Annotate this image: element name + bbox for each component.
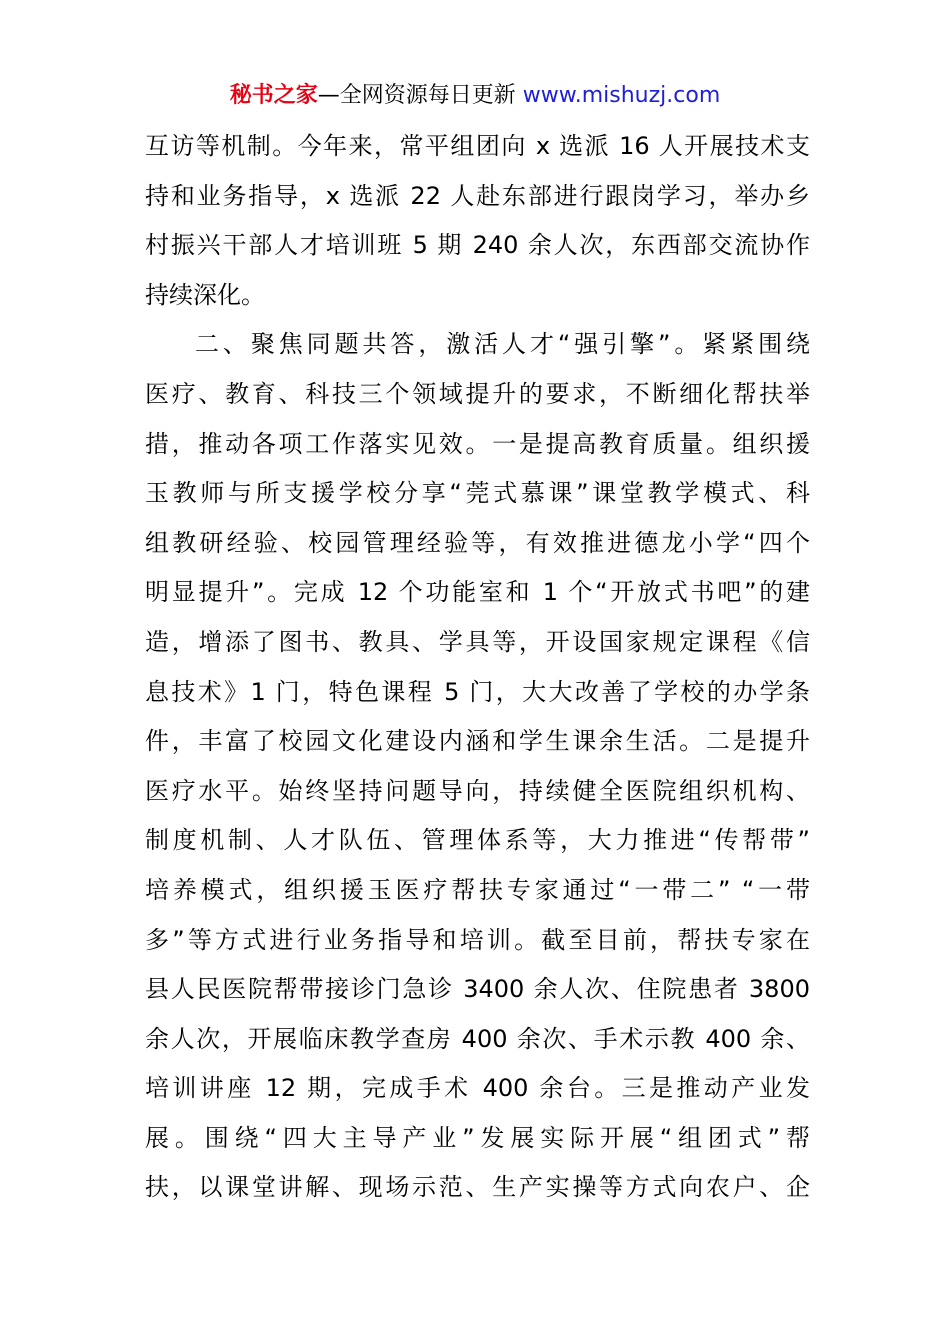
text-line: 息技术》1 门，特色课程 5 门，大大改善了学校的办学条 xyxy=(145,677,810,706)
text-line: 造，增添了图书、教具、学具等，开设国家规定课程《信 xyxy=(145,627,810,656)
text-line: 培训讲座 12 期，完成手术 400 余台。三是推动产业发 xyxy=(145,1074,810,1103)
page-header xyxy=(0,80,950,112)
text-line: 件，丰富了校园文化建设内涵和学生课余生活。二是提升 xyxy=(145,727,810,756)
text-line: 村振兴干部人才培训班 5 期 240 余人次，东西部交流协作 xyxy=(145,231,810,260)
text-line: 组教研经验、校园管理经验等，有效推进德龙小学“四个 xyxy=(145,528,810,557)
text-line: 持续深化。 xyxy=(145,280,265,309)
text-line: 明显提升”。完成 12 个功能室和 1 个“开放式书吧”的建 xyxy=(145,578,810,607)
header-url-link[interactable]: www.mishuzj.com xyxy=(522,83,721,108)
header-brand: 秘书之家 xyxy=(229,83,318,108)
text-line: 余人次，开展临床教学查房 400 余次、手术示教 400 余、 xyxy=(145,1024,810,1053)
text-line: 医疗水平。始终坚持问题导向，持续健全医院组织机构、 xyxy=(145,776,810,805)
text-line: 制度机制、人才队伍、管理体系等，大力推进“传帮带” xyxy=(145,826,810,855)
text-line: 展。围绕“四大主导产业”发展实际开展“组团式”帮 xyxy=(145,1123,810,1152)
text-line: 县人民医院帮带接诊门急诊 3400 余人次、住院患者 3800 xyxy=(145,975,810,1004)
text-line: 多”等方式进行业务指导和培训。截至目前，帮扶专家在 xyxy=(145,925,810,954)
text-line: 扶，以课堂讲解、现场示范、生产实操等方式向农户、企 xyxy=(145,1173,810,1202)
text-line: 持和业务指导，x 选派 22 人赴东部进行跟岗学习，举办乡 xyxy=(145,181,810,210)
paragraph-start-line: 二、聚焦同题共答，激活人才“强引擎”。紧紧围绕 xyxy=(195,330,810,359)
text-line: 医疗、教育、科技三个领域提升的要求，不断细化帮扶举 xyxy=(145,379,810,408)
text-line: 互访等机制。今年来，常平组团向 x 选派 16 人开展技术支 xyxy=(145,132,810,160)
text-line: 玉教师与所支援学校分享“莞式慕课”课堂教学模式、科 xyxy=(145,479,810,508)
document-body xyxy=(145,122,810,1213)
text-line: 措，推动各项工作落实见效。一是提高教育质量。组织援 xyxy=(145,429,810,458)
text-line: 培养模式，组织援玉医疗帮扶专家通过“一带二” “一带 xyxy=(145,875,810,904)
header-tagline: —全网资源每日更新 xyxy=(317,83,516,108)
